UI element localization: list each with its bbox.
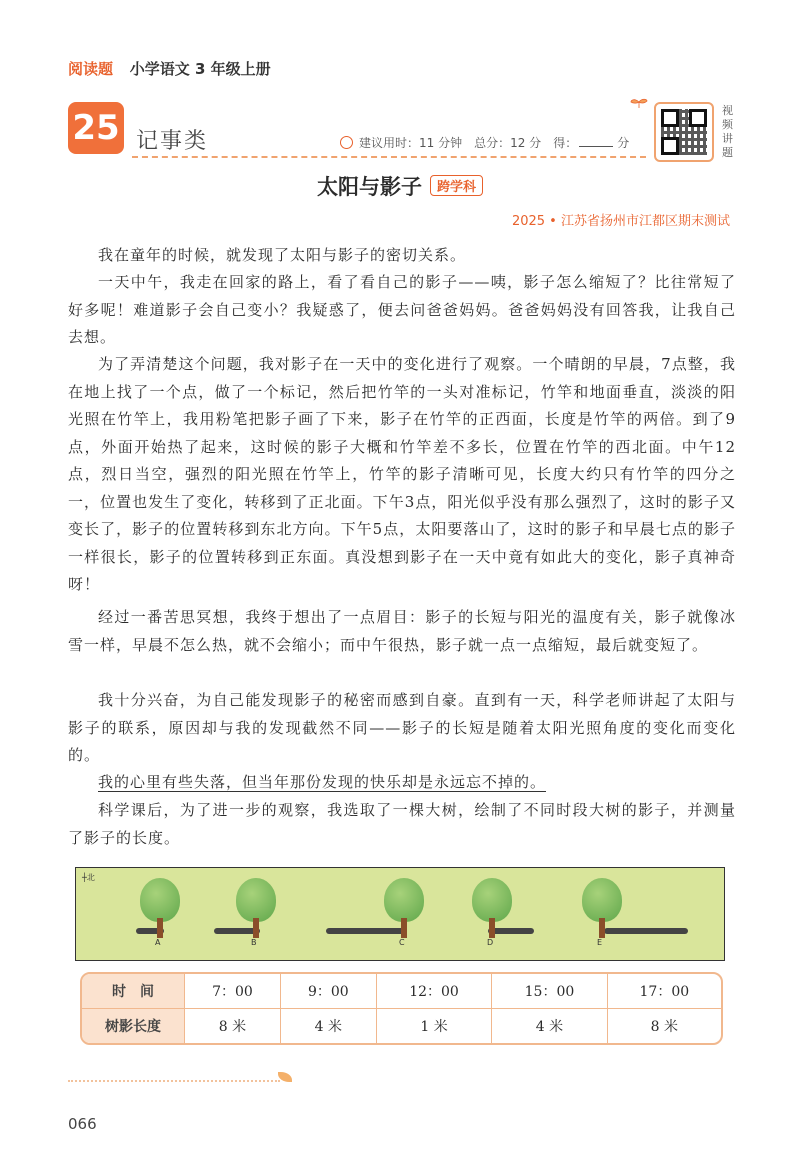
tree-crown-icon xyxy=(236,878,276,922)
tree-crown-icon xyxy=(472,878,512,922)
tree-label-b: B xyxy=(251,938,257,947)
header-divider xyxy=(132,156,646,158)
paragraph-5: 我十分兴奋，为自己能发现影子的秘密而感到自豪。直到有一天，科学老师讲起了太阳与影子的联系，原因却与我的发现截然不同——影子的长短是随着太阳光照角度的变化而变化的。 xyxy=(68,691,736,764)
qr-finder-top-left xyxy=(661,109,679,127)
total-score: 总分：12 分 xyxy=(474,136,542,150)
qr-code[interactable] xyxy=(654,102,714,162)
tree-c xyxy=(384,878,424,948)
article-source: 2025 • 江苏省扬州市江都区期末测试 xyxy=(511,214,730,229)
paragraph-3: 为了弄清楚这个问题，我对影子在一天中的变化进行了观察。一个晴朗的早晨，7点整，我在地上找了一个点，做了一个标记，然后把竹竿的一头对准标记，竹竿和地面垂直，淡淡的阳光照在竹竿上，我用粉笔把影子画了下来，影子在竹竿的正西面，长度是竹竿的两倍。到了9点，外面开始热了起来，这时候的影子大概和竹竿差不多长，位置在竹竿的西北面。中午12点，烈日当空，强烈的阳光照在竹竿上，竹竿的影子清晰可见，长度大约只有竹竿的四分之一，位置也发生了变化，转移到了正北面。下午3点，阳光似乎没有那么强烈了，这时的影子又变长了，影子的位置转移到东北方向。下午5点，太阳要落山了，这时的影子和早晨七点的影子一样很长，影子的位置转移到正东面。真没想到影子在一天中竟有如此大的变化，影子真神奇呀！ xyxy=(68,355,736,593)
tree-crown-icon xyxy=(582,878,622,922)
tree-trunk xyxy=(253,918,259,938)
article-title-row xyxy=(0,171,800,201)
row-header-length: 树影长度 xyxy=(82,1009,185,1043)
table-cell: 9：00 xyxy=(281,974,377,1009)
table-cell: 8 米 xyxy=(185,1009,281,1043)
lesson-type: 记事类 xyxy=(136,129,209,154)
page-header xyxy=(68,58,271,79)
tree-trunk xyxy=(401,918,407,938)
paragraph-1: 我在童年的时候，就发现了太阳与影子的密切关系。 xyxy=(98,246,467,264)
leaf-icon xyxy=(278,1072,292,1082)
paragraph-6-underlined xyxy=(68,769,736,797)
table-row xyxy=(82,1009,721,1043)
compass-north-icon: ┼北 xyxy=(82,873,95,882)
table-row xyxy=(82,974,721,1009)
tree-label-e: E xyxy=(597,938,603,947)
table-cell: 4 米 xyxy=(281,1009,377,1043)
table-cell: 8 米 xyxy=(650,1019,679,1035)
tree-trunk xyxy=(157,918,163,938)
underlined-sentence: 我的心里有些失落，但当年那份发现的快乐却是永远忘不掉的。 xyxy=(98,773,547,791)
table-cell: 12：00 xyxy=(377,974,492,1009)
shadow-length-table xyxy=(80,972,723,1045)
table-cell: 15：00 xyxy=(492,974,607,1009)
table-cell: 1 米 xyxy=(377,1009,492,1043)
qr-finder-top-right xyxy=(689,109,707,127)
tree-label-d: D xyxy=(487,938,494,947)
tree-shadow-diagram xyxy=(75,867,725,961)
footer-dotted-line xyxy=(68,1080,280,1082)
table-cell: 7：00 xyxy=(185,974,281,1009)
table-cell: 4 米 xyxy=(492,1009,607,1043)
lesson-number-badge: 25 xyxy=(68,102,124,154)
tree-trunk xyxy=(599,918,605,938)
suggested-time: 建议用时：11 分钟 xyxy=(359,136,463,150)
tree-b xyxy=(236,878,276,948)
tree-a xyxy=(140,878,180,948)
paragraph-4: 经过一番苦思冥想，我终于想出了一点眉目：影子的长短与阳光的温度有关，影子就像冰雪一样，早晨不怎么热，就不会缩小；而中午很热，影子就一点一点缩短，最后就变短了。 xyxy=(68,608,736,654)
cross-subject-tag: 跨学科 xyxy=(430,175,483,196)
qr-finder-bottom-left xyxy=(661,137,679,155)
score-unit: 分 xyxy=(617,136,630,150)
tree-e xyxy=(582,878,622,948)
compass-label: 北 xyxy=(86,873,95,882)
score-blank xyxy=(579,146,613,147)
header-book: 小学语文 3 年级上册 xyxy=(129,60,271,78)
tree-crown-icon xyxy=(140,878,180,922)
row-header-time: 时 间 xyxy=(82,974,185,1009)
paragraph-7: 科学课后，为了进一步的观察，我选取了一棵大树，绘制了不同时段大树的影子，并测量了影子的长度。 xyxy=(68,801,736,847)
table-cell: 17：00 xyxy=(608,974,721,1009)
tree-trunk xyxy=(489,918,495,938)
paragraph-2: 一天中午，我走在回家的路上，看了看自己的影子——咦，影子怎么缩短了？比往常短了好多呢！难道影子会自己变小？我疑惑了，便去问爸爸妈妈。爸爸妈妈没有回答我，让我自己去想。 xyxy=(68,273,736,346)
exercise-meta xyxy=(340,134,641,151)
tree-label-a: A xyxy=(155,938,161,947)
clock-icon xyxy=(340,136,353,149)
article-title: 太阳与影子 xyxy=(316,174,422,199)
tree-crown-icon xyxy=(384,878,424,922)
page-number: 066 xyxy=(68,1115,97,1133)
sprout-icon xyxy=(630,98,648,108)
header-category: 阅读题 xyxy=(68,60,114,78)
score-got-label: 得： xyxy=(553,136,578,150)
tree-label-c: C xyxy=(399,938,405,947)
tree-d xyxy=(472,878,512,948)
video-explain-label: 视频讲题 xyxy=(722,104,733,159)
